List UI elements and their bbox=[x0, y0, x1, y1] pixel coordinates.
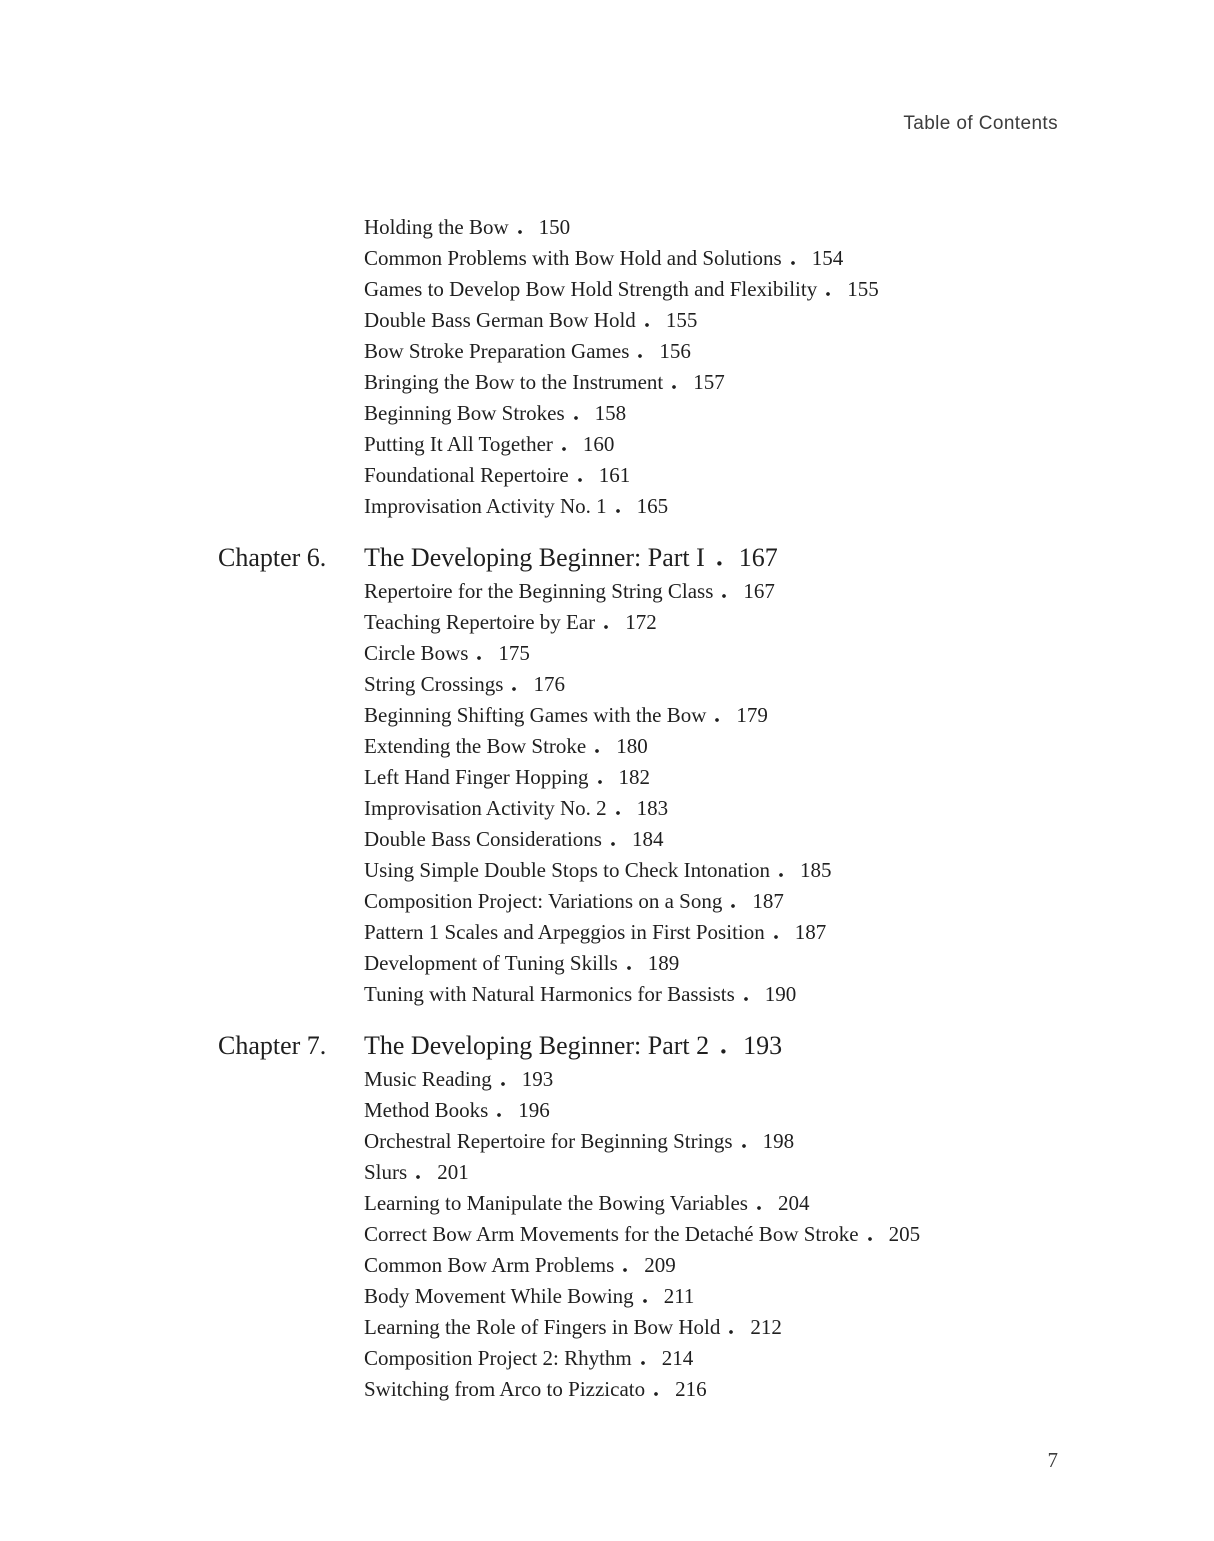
dot-leader bbox=[757, 1206, 771, 1210]
toc-entry-page: 155 bbox=[665, 308, 698, 332]
toc-entry-title: Games to Develop Bow Hold Strength and Flexibility bbox=[364, 277, 818, 301]
dot-leader bbox=[512, 687, 526, 691]
toc-entry-row bbox=[218, 336, 988, 367]
toc-entry-row bbox=[218, 1374, 988, 1405]
toc-chapter-row bbox=[218, 1028, 988, 1064]
toc-entry-page: 216 bbox=[675, 1377, 707, 1401]
toc-entry-title: Learning the Role of Fingers in Bow Hold bbox=[364, 1315, 721, 1339]
dot-leader bbox=[574, 416, 588, 420]
dot-leader bbox=[641, 1361, 655, 1365]
dot-leader bbox=[742, 1144, 756, 1148]
toc-entry-row bbox=[218, 1126, 988, 1157]
toc-entry-title: Learning to Manipulate the Bowing Variables bbox=[364, 1191, 748, 1215]
folio-page-number: 7 bbox=[1047, 1448, 1058, 1472]
toc-entry-title: Double Bass Considerations bbox=[364, 827, 602, 851]
toc-entry-title: Beginning Bow Strokes bbox=[364, 401, 565, 425]
toc-entry-title: Composition Project: Variations on a Song bbox=[364, 889, 723, 913]
toc-entry-title: Bow Stroke Preparation Games bbox=[364, 339, 630, 363]
toc-entry-title: Using Simple Double Stops to Check Intonation bbox=[364, 858, 770, 882]
toc-entry-page: 211 bbox=[663, 1284, 695, 1308]
dot-leader bbox=[715, 718, 729, 722]
dot-leader bbox=[627, 966, 641, 970]
toc-entry-title: Development of Tuning Skills bbox=[364, 951, 618, 975]
toc-entry-page: 179 bbox=[736, 703, 768, 727]
dot-leader bbox=[416, 1175, 430, 1179]
toc-entry-row bbox=[218, 367, 988, 398]
toc-entry-title: Pattern 1 Scales and Arpeggios in First Position bbox=[364, 920, 765, 944]
toc-entry-page: 190 bbox=[764, 982, 797, 1006]
toc-entry-row bbox=[218, 429, 988, 460]
toc-entry-row bbox=[218, 1064, 988, 1095]
running-header-text: Table of Contents bbox=[903, 113, 1058, 134]
dot-leader bbox=[616, 811, 630, 815]
toc-entry-title: Putting It All Together bbox=[364, 432, 553, 456]
toc-entry-row bbox=[218, 638, 988, 669]
toc-entry-title: Bringing the Bow to the Instrument bbox=[364, 370, 664, 394]
toc-entry-page: 150 bbox=[538, 215, 571, 239]
toc-entry-page: 187 bbox=[752, 889, 784, 913]
toc-entry-page: 158 bbox=[594, 401, 627, 425]
toc-entry-page: 204 bbox=[777, 1191, 810, 1215]
toc-entry-page: 189 bbox=[647, 951, 680, 975]
toc-entry-row bbox=[218, 700, 988, 731]
toc-entry-title: Correct Bow Arm Movements for the Detaché Bow Stroke bbox=[364, 1222, 859, 1246]
toc-entry-row bbox=[218, 398, 988, 429]
dot-leader bbox=[826, 292, 840, 296]
toc-entry-title: Teaching Repertoire by Ear bbox=[364, 610, 596, 634]
dot-leader bbox=[731, 904, 745, 908]
toc-entry-page: 172 bbox=[625, 610, 657, 634]
dot-leader bbox=[868, 1237, 882, 1241]
toc-entry-title: Repertoire for the Beginning String Class bbox=[364, 579, 714, 603]
toc-chapter-row bbox=[218, 540, 988, 576]
toc-entry-page: 196 bbox=[518, 1098, 550, 1122]
toc-entry-page: 201 bbox=[437, 1160, 469, 1184]
toc-entry-row bbox=[218, 1281, 988, 1312]
dot-leader bbox=[604, 625, 618, 629]
toc-entry-row bbox=[218, 979, 988, 1010]
running-header bbox=[903, 113, 1058, 135]
dot-leader bbox=[477, 656, 491, 660]
dot-leader bbox=[774, 935, 788, 939]
toc-entry-row bbox=[218, 1312, 988, 1343]
toc-entry-title: Body Movement While Bowing bbox=[364, 1284, 634, 1308]
dot-leader bbox=[722, 594, 736, 598]
toc-entry-row bbox=[218, 793, 988, 824]
toc-entry-page: 157 bbox=[693, 370, 725, 394]
toc-entry-title: Method Books bbox=[364, 1098, 489, 1122]
toc-entry-title: Improvisation Activity No. 1 bbox=[364, 494, 607, 518]
toc-entry-row bbox=[218, 491, 988, 522]
toc-entry-row bbox=[218, 824, 988, 855]
dot-leader bbox=[562, 447, 576, 451]
toc-entry-page: 183 bbox=[636, 796, 669, 820]
toc-entry-row bbox=[218, 917, 988, 948]
dot-leader bbox=[672, 385, 686, 389]
toc-chapter-title: The Developing Beginner: Part I bbox=[364, 543, 705, 572]
toc-entry-title: Common Problems with Bow Hold and Solutions bbox=[364, 246, 782, 270]
toc-entry-row bbox=[218, 669, 988, 700]
toc-entry-title: String Crossings bbox=[364, 672, 504, 696]
dot-leader bbox=[578, 478, 592, 482]
toc-entry-page: 161 bbox=[598, 463, 631, 487]
toc-entry-row bbox=[218, 1219, 988, 1250]
dot-leader bbox=[654, 1392, 668, 1396]
toc-entry-title: Left Hand Finger Hopping bbox=[364, 765, 589, 789]
toc-chapter-title: The Developing Beginner: Part 2 bbox=[364, 1031, 710, 1060]
toc-entry-row bbox=[218, 1095, 988, 1126]
toc-chapter-page: 167 bbox=[738, 543, 778, 572]
toc-entry-title: Tuning with Natural Harmonics for Bassists bbox=[364, 982, 735, 1006]
toc-entry-row bbox=[218, 212, 988, 243]
dot-leader bbox=[497, 1113, 511, 1117]
toc-entry-page: 165 bbox=[636, 494, 669, 518]
toc-entry-page: 193 bbox=[521, 1067, 554, 1091]
dot-leader bbox=[595, 749, 609, 753]
dot-leader bbox=[501, 1082, 515, 1086]
dot-leader bbox=[645, 323, 659, 327]
dot-leader bbox=[623, 1268, 637, 1272]
toc-entry-row bbox=[218, 243, 988, 274]
toc-entry-page: 185 bbox=[799, 858, 832, 882]
dot-leader bbox=[729, 1330, 743, 1334]
dot-leader bbox=[721, 1049, 735, 1054]
toc-entry-row bbox=[218, 1250, 988, 1281]
toc-entry-page: 214 bbox=[661, 1346, 694, 1370]
toc-entry-title: Composition Project 2: Rhythm bbox=[364, 1346, 632, 1370]
dot-leader bbox=[518, 230, 532, 234]
toc-entry-page: 187 bbox=[794, 920, 827, 944]
toc-entry-title: Improvisation Activity No. 2 bbox=[364, 796, 607, 820]
toc-entry-title: Orchestral Repertoire for Beginning Strings bbox=[364, 1129, 733, 1153]
dot-leader bbox=[744, 997, 758, 1001]
toc-entry-row bbox=[218, 607, 988, 638]
toc-entry-title: Slurs bbox=[364, 1160, 408, 1184]
toc-entry-title: Beginning Shifting Games with the Bow bbox=[364, 703, 707, 727]
toc-entry-page: 205 bbox=[888, 1222, 921, 1246]
toc-entry-row bbox=[218, 855, 988, 886]
toc-entry-row bbox=[218, 762, 988, 793]
toc-entry-title: Double Bass German Bow Hold bbox=[364, 308, 636, 332]
toc-chapter-label: Chapter 6. bbox=[218, 543, 327, 572]
toc-entry-page: 154 bbox=[811, 246, 844, 270]
toc-entry-page: 160 bbox=[582, 432, 615, 456]
toc-entry-page: 156 bbox=[659, 339, 691, 363]
toc-entry-title: Common Bow Arm Problems bbox=[364, 1253, 615, 1277]
dot-leader bbox=[598, 780, 612, 784]
dot-leader bbox=[779, 873, 793, 877]
toc-entry-row bbox=[218, 886, 988, 917]
toc-chapter-page: 193 bbox=[743, 1031, 783, 1060]
toc-entry-title: Extending the Bow Stroke bbox=[364, 734, 587, 758]
toc-entry-row bbox=[218, 305, 988, 336]
toc-entry-row bbox=[218, 460, 988, 491]
toc-entry-page: 176 bbox=[533, 672, 565, 696]
toc-entry-row bbox=[218, 274, 988, 305]
toc-entry-row bbox=[218, 1188, 988, 1219]
toc-entry-row bbox=[218, 731, 988, 762]
toc-entry-title: Foundational Repertoire bbox=[364, 463, 569, 487]
dot-leader bbox=[616, 509, 630, 513]
dot-leader bbox=[611, 842, 625, 846]
dot-leader bbox=[638, 354, 652, 358]
toc-entry-title: Circle Bows bbox=[364, 641, 469, 665]
toc-entry-page: 155 bbox=[847, 277, 879, 301]
toc-entry-page: 175 bbox=[498, 641, 530, 665]
toc-entry-row bbox=[218, 1343, 988, 1374]
dot-leader bbox=[791, 261, 805, 265]
dot-leader bbox=[717, 561, 731, 566]
toc-entry-page: 182 bbox=[618, 765, 651, 789]
toc-chapter-label: Chapter 7. bbox=[218, 1031, 327, 1060]
toc-entry-page: 184 bbox=[631, 827, 664, 851]
toc-entry-page: 180 bbox=[616, 734, 648, 758]
toc-entry-page: 212 bbox=[750, 1315, 782, 1339]
toc-entry-row bbox=[218, 1157, 988, 1188]
toc-entry-page: 167 bbox=[743, 579, 775, 603]
toc-entry-title: Music Reading bbox=[364, 1067, 492, 1091]
toc-entry-title: Holding the Bow bbox=[364, 215, 509, 239]
toc-entry-row bbox=[218, 948, 988, 979]
toc-entry-row bbox=[218, 576, 988, 607]
dot-leader bbox=[643, 1299, 657, 1303]
toc-entry-page: 198 bbox=[762, 1129, 795, 1153]
toc bbox=[218, 212, 988, 1405]
toc-entry-page: 209 bbox=[644, 1253, 676, 1277]
toc-entry-title: Switching from Arco to Pizzicato bbox=[364, 1377, 646, 1401]
